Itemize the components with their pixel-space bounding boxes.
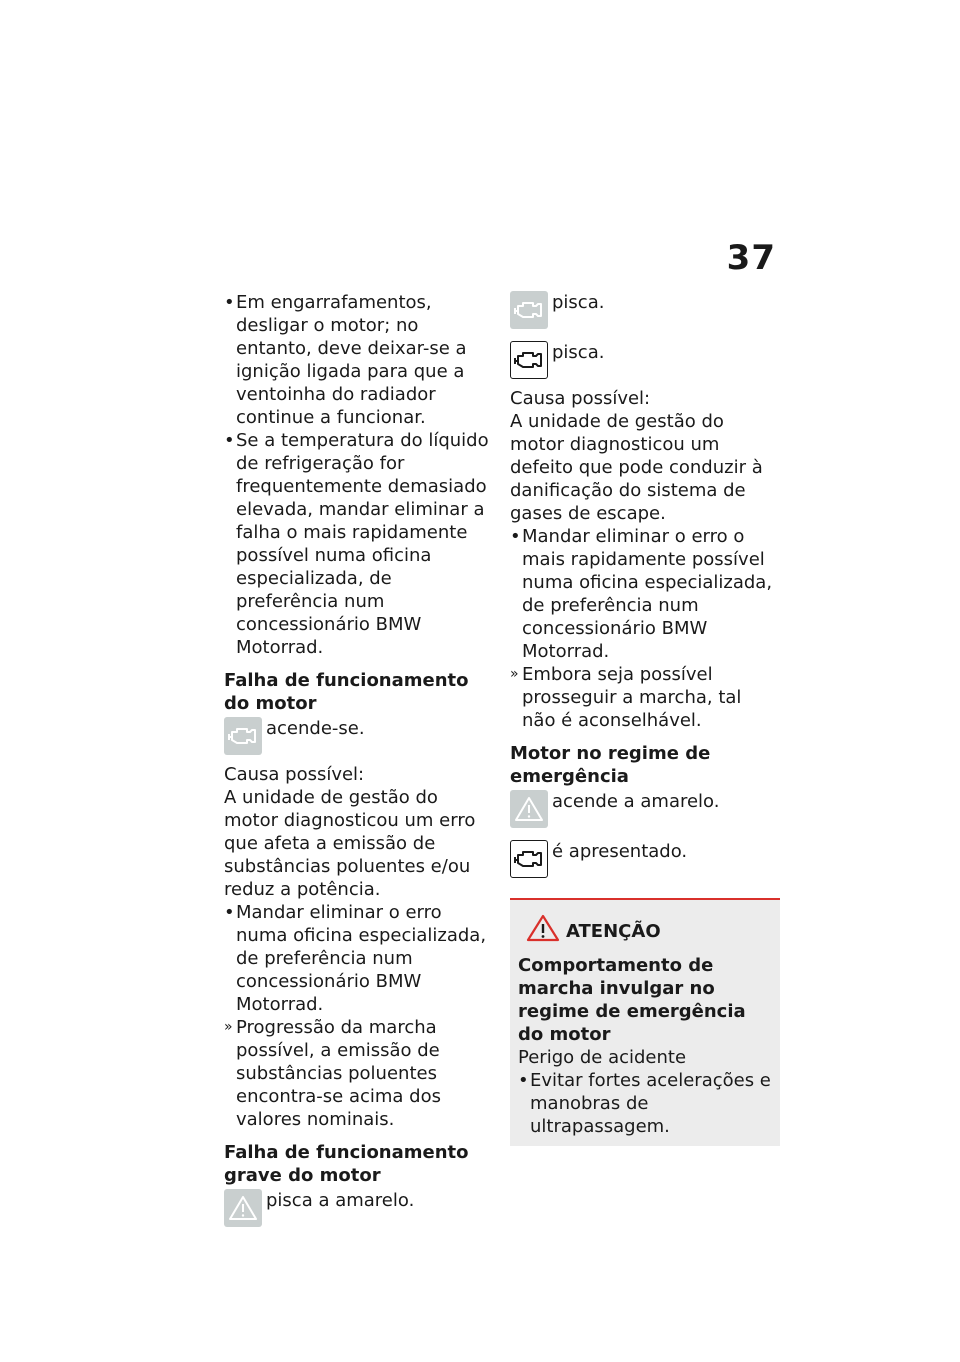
bullet-eliminate-error: • Mandar eliminar o erro numa oficina especializada, de preferência num concessionário BMW Motorrad. — [224, 901, 492, 1016]
warning-box — [510, 898, 780, 1146]
icon-row-engine-lit — [224, 717, 492, 755]
heading-engine-malfunction: Falha de funcionamento do motor — [224, 670, 469, 714]
icon-row-text: pisca a amarelo. — [266, 1190, 415, 1211]
warning-title — [526, 914, 772, 948]
engine-warning-icon — [224, 717, 262, 755]
icon-row-triangle-lit — [510, 790, 780, 828]
warning-triangle-icon — [510, 790, 548, 828]
icon-row-engine-outline-shown — [510, 840, 780, 878]
warning-label: ATENÇÃO — [566, 920, 661, 942]
icon-row-text: pisca. — [552, 292, 605, 313]
page-number: 37 — [726, 238, 776, 278]
heading-severe-engine-malfunction: Falha de funcionamento grave do motor — [224, 1142, 469, 1186]
icon-row-text: é apresentado. — [552, 841, 688, 862]
icon-row-text: pisca. — [552, 342, 605, 363]
cause-label: Causa possível: — [224, 764, 365, 785]
arrow-continue-driving: » Embora seja possível prosseguir a marcha, tal não é aconselhável. — [510, 663, 780, 732]
warning-text: Perigo de acidente — [518, 1047, 687, 1068]
cause-text: A unidade de gestão do motor diagnosticou um defeito que pode conduzir à danificação do sistema de gases de escape. — [510, 411, 763, 524]
icon-row-text: acende a amarelo. — [552, 791, 720, 812]
cause-label: Causa possível: — [510, 388, 651, 409]
bullet-eliminate-error: • Mandar eliminar o erro o mais rapidamente possível numa oficina especializada, de preferência num concessionário BMW Motorrad. — [510, 525, 780, 663]
cause-text: A unidade de gestão do motor diagnosticou um erro que afeta a emissão de substâncias poluentes e/ou reduz a potência. — [224, 787, 476, 900]
bullet-traffic-jam: • Em engarrafamentos, desligar o motor; no entanto, deve deixar-se a ignição ligada para que a ventoinha do radiador continue a funcionar. — [224, 291, 492, 429]
warning-bullet: • Evitar fortes acelerações e manobras de ultrapassagem. — [518, 1069, 772, 1138]
engine-outline-icon — [510, 341, 548, 379]
icon-row-text: acende-se. — [266, 718, 365, 739]
icon-row-engine-outline-flashing — [510, 341, 780, 379]
warning-triangle-icon — [224, 1189, 262, 1227]
engine-warning-icon — [510, 291, 548, 329]
heading-emergency-mode: Motor no regime de emergência — [510, 743, 711, 787]
bullet-coolant-temperature: • Se a temperatura do líquido de refrigeração for frequentemente demasiado elevada, mandar eliminar a falha o mais rapidamente possível numa oficina especializada, de preferência num concessionário BMW Motorrad. — [224, 429, 492, 659]
right-column — [510, 291, 780, 1146]
left-column — [224, 291, 492, 1227]
icon-row-engine-flashing — [510, 291, 780, 329]
warning-red-triangle-icon — [526, 914, 560, 948]
arrow-continue-driving: » Progressão da marcha possível, a emissão de substâncias poluentes encontra-se acima dos valores nominais. — [224, 1016, 492, 1131]
engine-outline-icon — [510, 840, 548, 878]
icon-row-triangle-flashing — [224, 1189, 492, 1227]
warning-heading: Comportamento de marcha invulgar no regime de emergência do motor — [518, 955, 746, 1045]
